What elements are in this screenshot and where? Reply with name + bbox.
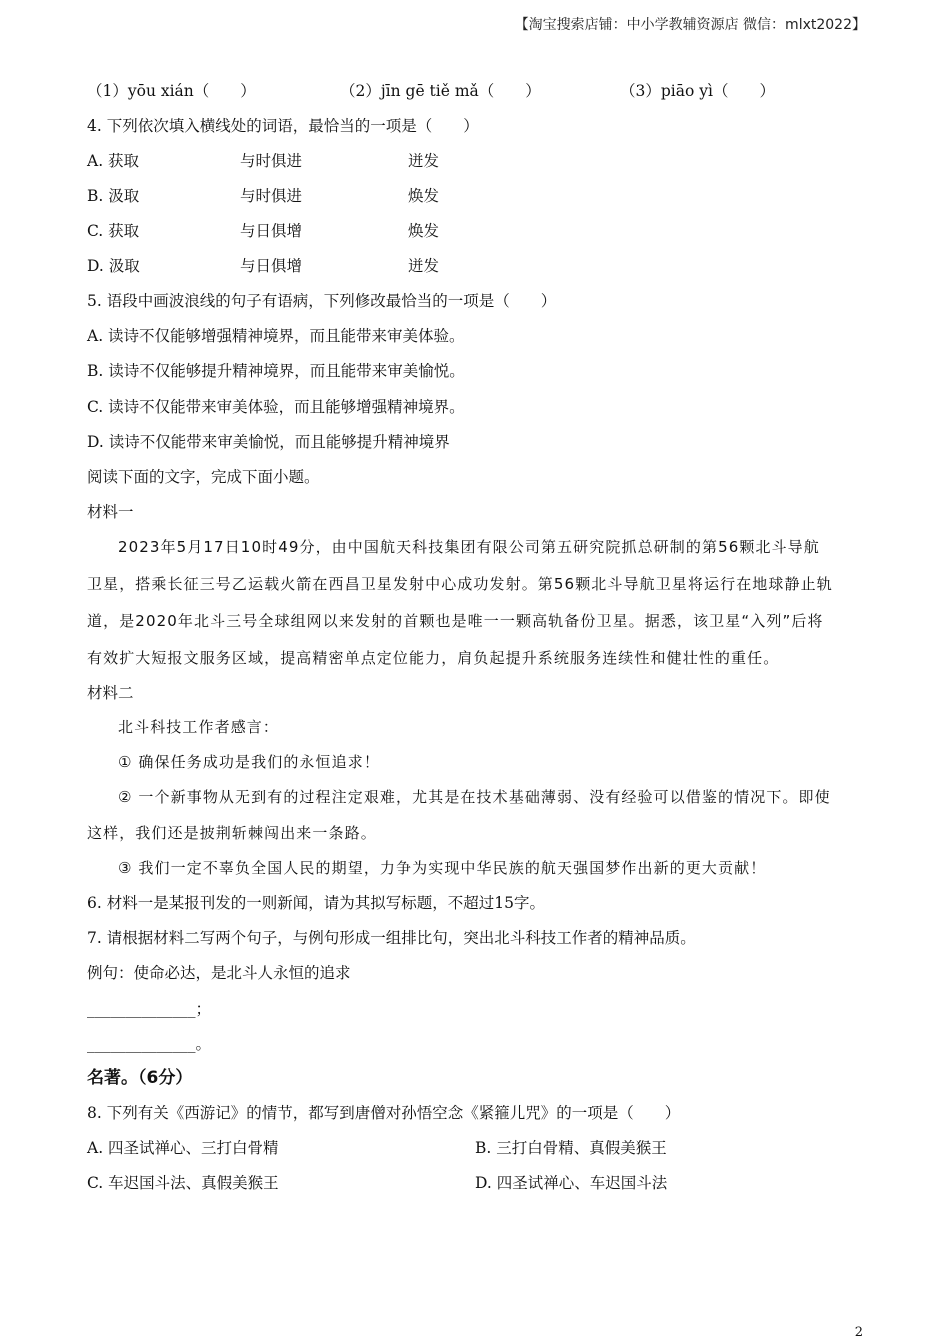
material-2-line: 这样，我们还是披荆斩棘闯出来一条路。 — [87, 824, 377, 842]
q4-option-c: C. 获取 — [87, 222, 140, 240]
q4-option-a-word2: 与时俱进 — [240, 152, 303, 170]
q4-option-d: D. 汲取 — [87, 257, 140, 275]
material-2-title: 材料二 — [87, 684, 134, 702]
pinyin-item-3: （3）piāo yì（ ） — [620, 82, 775, 100]
q5-option-d: D. 读诗不仅能带来审美愉悦，而且能够提升精神境界 — [87, 433, 450, 451]
q8-option-b: B. 三打白骨精、真假美猴王 — [475, 1139, 667, 1157]
material-1-line: 道，是2020年北斗三号全球组网以来发射的首颗也是唯一一颗高轨备份卫星。据悉，该卫星“入列”后将 — [87, 612, 824, 630]
material-2-line: 北斗科技工作者感言： — [118, 718, 280, 736]
page-header: 【淘宝搜索店铺：中小学教辅资源店 微信：mlxt2022】 — [514, 17, 866, 33]
page-number: 2 — [854, 1325, 863, 1340]
q4-option-c-word3: 焕发 — [408, 222, 440, 240]
q8-option-d: D. 四圣试禅心、车迟国斗法 — [475, 1174, 668, 1192]
q8-option-c: C. 车迟国斗法、真假美猴王 — [87, 1174, 279, 1192]
q8-option-a: A. 四圣试禅心、三打白骨精 — [87, 1139, 279, 1157]
q4-option-b: B. 汲取 — [87, 187, 140, 205]
question-5-stem: 5. 语段中画波浪线的句子有语病，下列修改最恰当的一项是（ ） — [87, 292, 557, 310]
material-1-line: 有效扩大短报文服务区域，提高精密单点定位能力，肩负起提升系统服务连续性和健壮性的重任。 — [87, 649, 780, 667]
question-4-stem: 4. 下列依次填入横线处的词语，最恰当的一项是（ ） — [87, 117, 479, 135]
section-heading: 名著。（6分） — [87, 1068, 193, 1088]
q4-option-b-word3: 焕发 — [408, 187, 440, 205]
material-2-line: ① 确保任务成功是我们的永恒追求！ — [118, 753, 380, 771]
material-2-line: ③ 我们一定不辜负全国人民的期望，力争为实现中华民族的航天强国梦作出新的更大贡献！ — [118, 859, 767, 877]
answer-blank-1: ______________； — [87, 1000, 212, 1018]
material-2-line: ② 一个新事物从无到有的过程注定艰难，尤其是在技术基础薄弱、没有经验可以借鉴的情况下。即使 — [118, 788, 831, 806]
q4-option-b-word2: 与时俱进 — [240, 187, 303, 205]
pinyin-item-2: （2）jīn gē tiě mǎ（ ） — [340, 82, 541, 100]
question-6: 6. 材料一是某报刊发的一则新闻，请为其拟写标题，不超过15字。 — [87, 894, 545, 912]
pinyin-item-1: （1）yōu xián（ ） — [87, 82, 256, 100]
q4-option-c-word2: 与日俱增 — [240, 222, 303, 240]
q5-option-c: C. 读诗不仅能带来审美体验，而且能够增强精神境界。 — [87, 398, 465, 416]
material-1-line: 2023年5月17日10时49分，由中国航天科技集团有限公司第五研究院抓总研制的第56颗北斗导航 — [118, 538, 820, 556]
question-7: 7. 请根据材料二写两个句子，与例句形成一组排比句，突出北斗科技工作者的精神品质。 — [87, 929, 696, 947]
q4-option-a-word3: 迸发 — [408, 152, 440, 170]
q4-option-d-word3: 迸发 — [408, 257, 440, 275]
material-1-line: 卫星，搭乘长征三号乙运载火箭在西昌卫星发射中心成功发射。第56颗北斗导航卫星将运行在地球静止轨 — [87, 575, 833, 593]
q5-option-a: A. 读诗不仅能够增强精神境界，而且能带来审美体验。 — [87, 327, 465, 345]
q4-option-a: A. 获取 — [87, 152, 140, 170]
reading-intro: 阅读下面的文字，完成下面小题。 — [87, 468, 320, 486]
answer-blank-2: ______________。 — [87, 1035, 212, 1053]
q4-option-d-word2: 与日俱增 — [240, 257, 303, 275]
q5-option-b: B. 读诗不仅能够提升精神境界，而且能带来审美愉悦。 — [87, 362, 465, 380]
question-8-stem: 8. 下列有关《西游记》的情节，都写到唐僧对孙悟空念《紧箍儿咒》的一项是（ ） — [87, 1104, 681, 1122]
material-1-title: 材料一 — [87, 503, 134, 521]
example-sentence: 例句：使命必达，是北斗人永恒的追求 — [87, 964, 351, 982]
